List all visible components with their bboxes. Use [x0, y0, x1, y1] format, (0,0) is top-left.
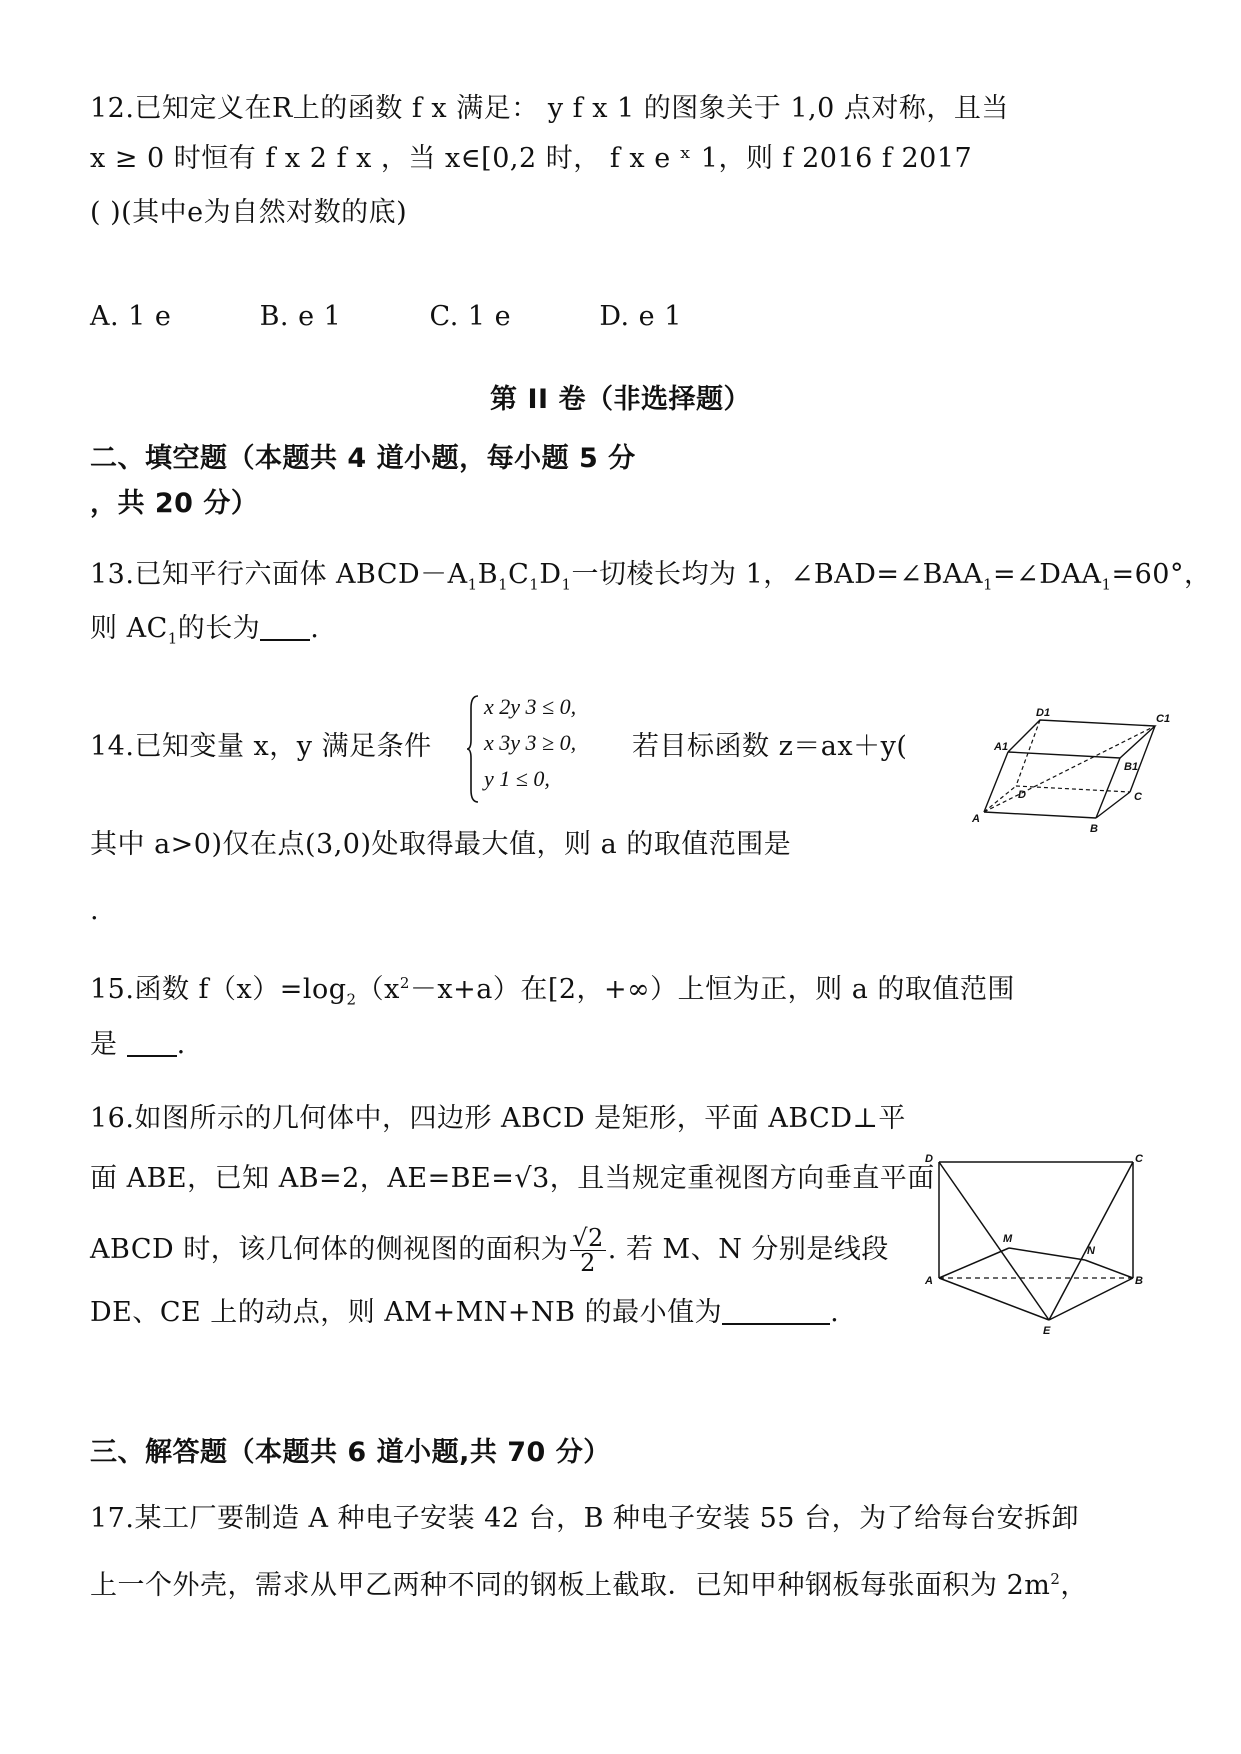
q14-line1a: 14.已知变量 x，y 满足条件	[90, 731, 432, 762]
section3-title: 三、解答题（本题共 6 道小题,共 70 分）	[90, 1437, 611, 1468]
fig14-label-b: B	[1090, 823, 1098, 835]
section2-title-line1: 二、填空题（本题共 4 道小题，每小题 5 分	[90, 443, 636, 474]
fig14-label-a1: A1	[994, 741, 1009, 753]
q15-answer-blank	[127, 1031, 177, 1057]
q14-line2: 其中 a>0)仅在点(3,0)处取得最大值，则 a 的取值范围是	[90, 829, 792, 860]
fig14-label-c1: C1	[1156, 713, 1171, 725]
q14-line3: .	[90, 895, 100, 926]
q12-line3: ( )(其中e为自然对数的底)	[90, 197, 408, 228]
q12-option-d: D. e 1	[599, 301, 682, 332]
section2-title-line2: ，共 20 分）	[90, 488, 259, 519]
q16-line4: DE、CE 上的动点，则 AM+MN+NB 的最小值为 .	[90, 1297, 840, 1328]
fig16-label-m: M	[1003, 1233, 1013, 1245]
geometry-figure-q16	[925, 1148, 1145, 1337]
q15-line1: 15.函数 $f(x)=\log_2(x^2-x+a)$在[2，+∞）上恒为正，则 a 的取值范围	[90, 974, 1015, 1009]
q14-constraint-1: x 2y 3 ≤ 0,	[484, 694, 577, 719]
fig16-label-c: C	[1135, 1153, 1143, 1165]
fig16-label-a: A	[925, 1275, 933, 1287]
q13-answer-blank	[260, 615, 310, 641]
fig16-label-d: D	[925, 1153, 933, 1165]
fig14-label-a: A	[972, 813, 980, 825]
fig14-label-c: C	[1134, 791, 1142, 803]
q14-constraint-2: x 3y 3 ≥ 0,	[484, 730, 577, 755]
q12-option-b: B. e 1	[259, 301, 342, 332]
q12-option-a: A. 1 e	[90, 301, 172, 332]
q15-line2: 是 .	[90, 1029, 186, 1060]
parallelepiped-figure	[970, 700, 1171, 840]
fig14-label-d1: D1	[1036, 707, 1051, 719]
q16-line1: 16.如图所示的几何体中，四边形 ABCD 是矩形，平面 ABCD⊥平	[90, 1103, 906, 1134]
q17-line2: 上一个外壳，需求从甲乙两种不同的钢板上截取．已知甲种钢板每张面积为 $2m^2$，	[90, 1570, 1088, 1601]
q13-line2: 则 $AC_1$的长为 .	[90, 613, 320, 648]
fig16-label-b: B	[1135, 1275, 1143, 1287]
fig16-label-e: E	[1043, 1325, 1051, 1337]
q17-line1: 17.某工厂要制造 A 种电子安装 42 台，B 种电子安装 55 台，为了给每台安拆卸	[90, 1503, 1080, 1534]
q14-system-brace	[466, 694, 480, 804]
q12-option-c: C. 1 e	[429, 301, 512, 332]
q16-line2: 面 ABE，已知 AB=2，AE=BE=√3，且当规定重视图方向垂直平面	[90, 1163, 935, 1194]
q12-line1: 12.已知定义在R上的函数 f x 满足： y f x 1 的图象关于 1,0 点对称，且当	[90, 93, 1009, 124]
q12-options	[90, 300, 682, 334]
q16-fraction: $\frac{√2}{2}$	[572, 1224, 604, 1277]
q12-line2: x ≥ 0 时恒有 f x 2 f x ，当 x∈[0,2 时， f x e ˣ 1，则 f 2016 f 2017	[90, 143, 973, 174]
fig14-label-d: D	[1018, 789, 1026, 801]
fig14-label-b1: B1	[1124, 761, 1139, 773]
q14-constraint-3: y 1 ≤ 0,	[484, 766, 550, 791]
q16-answer-blank	[722, 1299, 830, 1325]
fig16-label-n: N	[1087, 1245, 1095, 1257]
q16-line3: ABCD 时，该几何体的侧视图的面积为 $\frac{√2}{2}$ . 若 M、N 分别是线段	[90, 1224, 889, 1277]
part2-title: 第 II 卷（非选择题）	[490, 384, 751, 415]
q14-line1b: 若目标函数 z＝ax＋y(	[632, 731, 908, 762]
q13-line1: 13.已知平行六面体 $ABCD-A_1B_1C_1D_1$一切棱长均为 1，$\angle BAD=\angle BAA_1=\angle DAA_1=60^\circ$，	[90, 559, 1212, 594]
